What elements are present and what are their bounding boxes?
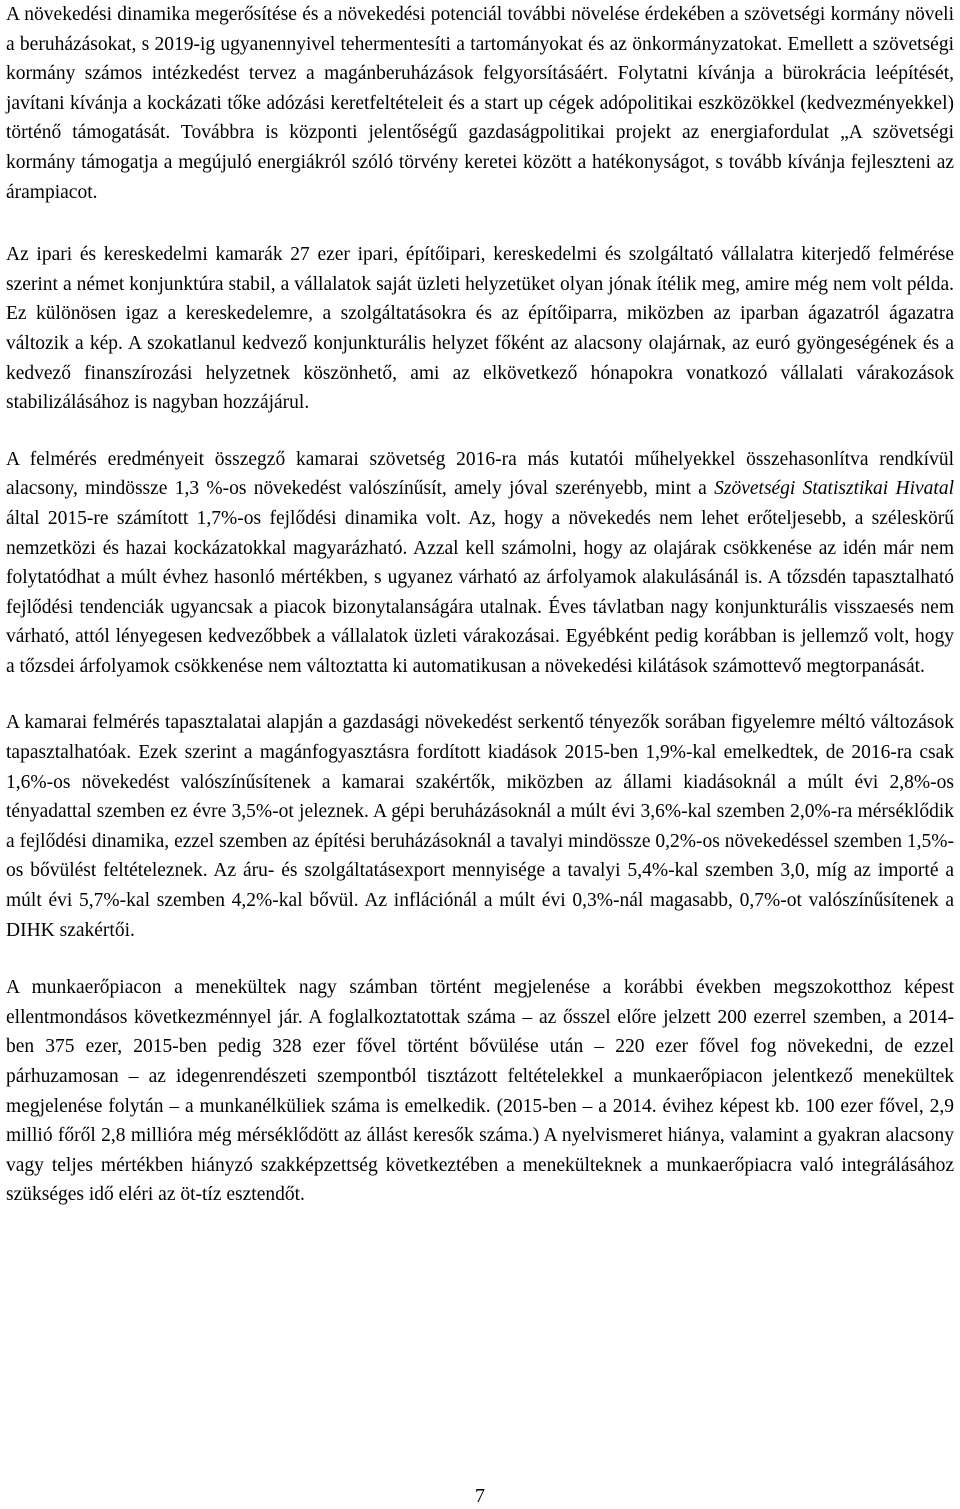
paragraph-text: Az ipari és kereskedelmi kamarák 27 ezer ipari, építőipari, kereskedelmi és szolgáltató vállalatra kiterjedő felmérése szerint a német konjunktúra stabil, a vállalatok saját üzleti helyzetüket olyan jónak ítélik meg, amire még nem volt példa. Ez különösen igaz a kereskedelemre, a szolgáltatásokra és az építőiparra, miközben az iparban ágazatról ágazatra változik a kép. A szokatlanul kedvező konjunkturális helyzet főként az alacsony olajárnak, az euró gyöngeségének és a kedvező finanszírozási helyzetnek köszönhető, ami az elkövetkező hónapokra vonatkozó vállalati várakozások stabilizálásához is nagyban hozzájárul. bbox=[6, 244, 954, 414]
statistical-office-name: Szövetségi Statisztikai Hivatal bbox=[714, 478, 955, 500]
document-page bbox=[6, 0, 954, 1240]
paragraph-labour-market bbox=[6, 973, 954, 1210]
paragraph-survey-results bbox=[6, 445, 954, 682]
paragraph-growth-dynamics bbox=[6, 0, 954, 207]
paragraph-text: A kamarai felmérés tapasztalatai alapján a gazdasági növekedést serkentő tényezők sorában figyelemre méltó változások tapasztalhatóak. Ezek szerint a magánfogyasztásra fordított kiadások 2015-ben 1,9%-kal emelkedtek, de 2016-ra csak 1,6%-os növekedést valószínűsítenek a kamarai szakértők, miközben az állami kiadásoknál a múlt évi 2,8%-os tényadattal szemben ez évre 3,5%-ot jeleznek. A gépi beruházásoknál a múlt évi 3,6%-kal szemben 2,0%-ra mérséklődik a fejlődési dinamika, ezzel szemben az építési beruházásoknál a tavalyi mindössze 0,2%-os növekedéssel szemben 1,5%-os bővülést feltételeznek. Az áru- és szolgáltatásexport mennyisége a tavalyi 5,4%-kal szemben 3,0, míg az importé a múlt évi 5,7%-kal szemben 4,2%-kal bővül. Az inflációnál a múlt évi 0,3%-nál magasabb, 0,7%-ot valószínűsítenek a DIHK szakértői. bbox=[6, 712, 954, 941]
paragraph-text-before: A felmérés eredményeit összegző kamarai szövetség 2016-ra más kutatói műhelyekkel összehasonlítva rendkívül alacsony, mindössze 1,3 %-os növekedést valószínűsít, amely jóval szerényebb, mint a bbox=[6, 448, 954, 500]
paragraph-text: A növekedési dinamika megerősítése és a növekedési potenciál további növelése érdekében a szövetségi kormány növeli a beruházásokat, s 2019-ig ugyanennyivel tehermentesíti a tartományokat és az önkormányzatokat. Emellett a szövetségi kormány számos intézkedést tervez a magánberuházások felgyorsításáért. Folytatni kívánja a bürokrácia leépítését, javítani kívánja a kockázati tőke adózási keretfeltételeit és a start up cégek adópolitikai eszközökkel (kedvezményekkel) történő támogatását. Továbbra is központi jelentőségű gazdaságpolitikai projekt az energiafordulat „A szövetségi kormány támogatja a megújuló energiákról szóló törvény keretei között a hatékonyságot, s tovább kívánja fejleszteni az árampiacot. bbox=[6, 4, 954, 203]
page-number: 7 bbox=[475, 1485, 485, 1507]
paragraph-text-after: által 2015-re számított 1,7%-os fejlődési dinamika volt. Az, hogy a növekedés nem lehet erőteljesebb, a széleskörű nemzetközi és hazai kockázatokkal magyarázható. Azzal kell számolni, hogy az olajárak csökkenése az idén már nem folytatódhat a múlt évhez hasonló mértékben, s ugyanez várható az árfolyamok alakulásánál is. A tőzsdén tapasztalható fejlődési tendenciák ugyancsak a piacok bizonytalanságára utalnak. Éves távlatban nagy konjunkturális visszaesés nem várható, attól lényegesen kedvezőbbek a vállalatok üzleti várakozásai. Egyébként pedig korábban is jellemző volt, hogy a tőzsdei árfolyamok csökkenése nem változtatta ki automatikusan a növekedési kilátások számottevő megtorpanását. bbox=[6, 507, 954, 677]
paragraph-text: A munkaerőpiacon a menekültek nagy számban történt megjelenése a korábbi években megszokotthoz képest ellentmondásos következménnyel jár. A foglalkoztatottak száma – az ősszel előre jelzett 200 ezerrel szemben, a 2014-ben 375 ezer, 2015-ben pedig 328 ezer fővel történt bővülése után – 220 ezer fővel fog növekedni, de ezzel párhuzamosan – az idegenrendészeti szempontból tisztázott feltételekkel a munkaerőpiacon jelentkező menekültek megjelenése folytán – a munkanélküliek száma is emelkedik. (2015-ben – a 2014. évihez képest kb. 100 ezer fővel, 2,9 millió főről 2,8 millióra még mérséklődött az állást keresők száma.) A nyelvismeret hiánya, valamint a gyakran alacsony vagy teljes mértékben hiányzó szakképzettség következtében a menekülteknek a munkaerőpiacra való integrálásához szükséges idő eléri az öt-tíz esztendőt. bbox=[6, 977, 954, 1206]
paragraph-growth-factors bbox=[6, 708, 954, 945]
paragraph-chamber-survey bbox=[6, 240, 954, 418]
